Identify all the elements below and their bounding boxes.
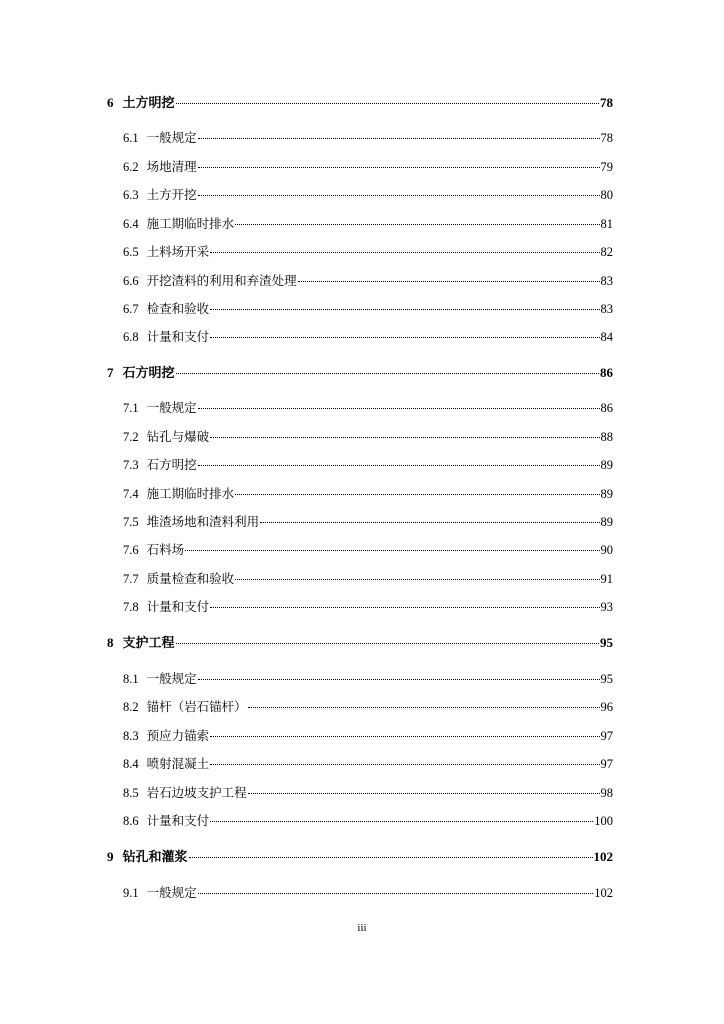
toc-entry-title: 开挖渣料的利用和弃渣处理	[146, 274, 297, 288]
toc-entry-title: 支护工程	[122, 635, 175, 650]
toc-entry-number: 6.5	[123, 245, 139, 259]
toc-entry-page: 86	[600, 401, 613, 415]
toc-entry-title: 计量和支付	[146, 600, 210, 614]
toc-entry-title: 施工期临时排水	[146, 217, 235, 231]
toc-entry-title: 施工期临时排水	[146, 487, 235, 501]
toc-entry-title: 计量和支付	[146, 330, 210, 344]
toc-section-entry[interactable]	[123, 271, 613, 291]
toc-entry-title: 质量检查和验收	[146, 572, 235, 586]
toc-entry-number: 6.8	[123, 330, 139, 344]
toc-entry-page: 86	[600, 365, 613, 380]
toc-chapter-entry[interactable]	[107, 363, 613, 383]
toc-entry-title: 石方明挖	[146, 458, 197, 472]
dot-leader	[210, 305, 599, 310]
toc-chapter-entry[interactable]	[107, 93, 613, 113]
toc-section-entry[interactable]	[123, 783, 613, 803]
toc-entry-number: 7.8	[123, 600, 139, 614]
toc-entry-number: 7.2	[123, 430, 139, 444]
toc-entry-title: 石方明挖	[122, 365, 175, 380]
toc-entry-number: 8	[107, 635, 114, 650]
toc-entry-number: 8.3	[123, 729, 139, 743]
toc-entry-page: 78	[600, 95, 613, 110]
toc-section-entry[interactable]	[123, 754, 613, 774]
toc-section-entry[interactable]	[123, 569, 613, 589]
toc-entry-page: 78	[600, 131, 613, 145]
toc-entry-page: 95	[600, 635, 613, 650]
toc-section-entry[interactable]	[123, 128, 613, 148]
toc-section-entry[interactable]	[123, 398, 613, 418]
toc-entry-page: 89	[600, 487, 613, 501]
dot-leader	[198, 134, 600, 139]
toc-entry-page: 88	[600, 430, 613, 444]
toc-entry-number: 6.1	[123, 131, 139, 145]
toc-entry-number: 6.4	[123, 217, 139, 231]
toc-entry-number: 8.6	[123, 814, 139, 828]
toc-entry-page: 82	[600, 245, 613, 259]
dot-leader	[210, 732, 599, 737]
toc-entry-page: 97	[600, 757, 613, 771]
toc-entry-title: 喷射混凝土	[146, 757, 210, 771]
toc-entry-title: 岩石边坡支护工程	[146, 786, 247, 800]
toc-entry-title: 场地清理	[146, 160, 197, 174]
dot-leader	[198, 191, 600, 196]
dot-leader	[235, 220, 599, 225]
toc-section-entry[interactable]	[123, 157, 613, 177]
toc-section-entry[interactable]	[123, 883, 613, 903]
dot-leader	[248, 789, 600, 794]
toc-entry-page: 84	[600, 330, 613, 344]
toc-entry-page: 81	[600, 217, 613, 231]
toc-section-entry[interactable]	[123, 540, 613, 560]
toc-section-entry[interactable]	[123, 597, 613, 617]
toc-entry-title: 锚杆（岩石锚杆）	[146, 700, 247, 714]
toc-entry-page: 97	[600, 729, 613, 743]
page-footer-number: iii	[357, 922, 367, 934]
toc-entry-number: 8.5	[123, 786, 139, 800]
toc-entry-page: 80	[600, 188, 613, 202]
toc-entry-number: 7.6	[123, 543, 139, 557]
dot-leader	[248, 703, 600, 708]
dot-leader	[235, 490, 599, 495]
toc-entry-title: 预应力锚索	[146, 729, 210, 743]
toc-section-entry[interactable]	[123, 185, 613, 205]
toc-section-entry[interactable]	[123, 214, 613, 234]
dot-leader	[198, 404, 600, 409]
dot-leader	[210, 760, 599, 765]
toc-section-entry[interactable]	[123, 669, 613, 689]
dot-leader	[298, 277, 600, 282]
toc-entry-title: 土方开挖	[146, 188, 197, 202]
toc-section-entry[interactable]	[123, 811, 613, 831]
dot-leader	[260, 518, 599, 523]
toc-entry-number: 8.2	[123, 700, 139, 714]
toc-entry-page: 100	[594, 814, 613, 828]
toc-entry-page: 79	[600, 160, 613, 174]
toc-entry-number: 6.2	[123, 160, 139, 174]
toc-entry-number: 6.6	[123, 274, 139, 288]
toc-entry-title: 钻孔与爆破	[146, 430, 210, 444]
dot-leader	[235, 575, 599, 580]
toc-entry-number: 9.1	[123, 886, 139, 900]
toc-section-entry[interactable]	[123, 697, 613, 717]
dot-leader	[198, 675, 600, 680]
toc-entry-number: 6	[107, 95, 114, 110]
toc-section-entry[interactable]	[123, 427, 613, 447]
toc-chapter-entry[interactable]	[107, 633, 613, 653]
toc-entry-title: 计量和支付	[146, 814, 210, 828]
dot-leader	[210, 603, 599, 608]
dot-leader	[210, 333, 599, 338]
toc-entry-number: 8.1	[123, 672, 139, 686]
toc-entry-number: 7.4	[123, 487, 139, 501]
toc-entry-page: 96	[600, 700, 613, 714]
toc-entry-number: 7.7	[123, 572, 139, 586]
toc-entry-title: 一般规定	[146, 131, 197, 145]
toc-entry-number: 6.7	[123, 302, 139, 316]
dot-leader	[198, 163, 600, 168]
toc-entry-title: 一般规定	[146, 401, 197, 415]
toc-entry-title: 检查和验收	[146, 302, 210, 316]
toc-entry-page: 98	[600, 786, 613, 800]
toc-entry-number: 7.1	[123, 401, 139, 415]
toc-entry-page: 90	[600, 543, 613, 557]
toc-entry-title: 土方明挖	[122, 95, 175, 110]
dot-leader	[210, 433, 599, 438]
toc-entry-page: 89	[600, 458, 613, 472]
dot-leader	[176, 369, 599, 374]
toc-entry-number: 7.3	[123, 458, 139, 472]
toc-entry-page: 102	[594, 886, 613, 900]
toc-entry-page: 93	[600, 600, 613, 614]
dot-leader	[176, 639, 599, 644]
dot-leader	[210, 248, 599, 253]
toc-entry-page: 83	[600, 302, 613, 316]
toc-section-entry[interactable]	[123, 327, 613, 347]
toc-entry-title: 一般规定	[146, 886, 197, 900]
toc-entry-title: 钻孔和灌浆	[122, 849, 188, 864]
toc-entry-number: 7	[107, 365, 114, 380]
toc-entry-number: 6.3	[123, 188, 139, 202]
toc-section-entry[interactable]	[123, 299, 613, 319]
toc-chapter-entry[interactable]	[107, 847, 613, 867]
toc-entry-number: 8.4	[123, 757, 139, 771]
toc-entry-title: 土料场开采	[146, 245, 210, 259]
toc-entry-page: 95	[600, 672, 613, 686]
dot-leader	[185, 546, 599, 551]
toc-entry-number: 9	[107, 849, 114, 864]
dot-leader	[198, 461, 600, 466]
toc-entry-page: 83	[600, 274, 613, 288]
toc-section-entry[interactable]	[123, 242, 613, 262]
toc-entry-page: 89	[600, 515, 613, 529]
toc-section-entry[interactable]	[123, 484, 613, 504]
toc-entry-page: 102	[593, 849, 613, 864]
dot-leader	[176, 99, 599, 104]
toc-section-entry[interactable]	[123, 726, 613, 746]
toc-entry-title: 堆渣场地和渣料利用	[146, 515, 260, 529]
toc-entry-page: 91	[600, 572, 613, 586]
toc-entry-title: 一般规定	[146, 672, 197, 686]
dot-leader	[189, 853, 593, 858]
toc-section-entry[interactable]	[123, 512, 613, 532]
toc-entry-title: 石料场	[146, 543, 185, 557]
toc-entry-number: 7.5	[123, 515, 139, 529]
toc-section-entry[interactable]	[123, 455, 613, 475]
dot-leader	[198, 889, 594, 894]
dot-leader	[210, 817, 593, 822]
